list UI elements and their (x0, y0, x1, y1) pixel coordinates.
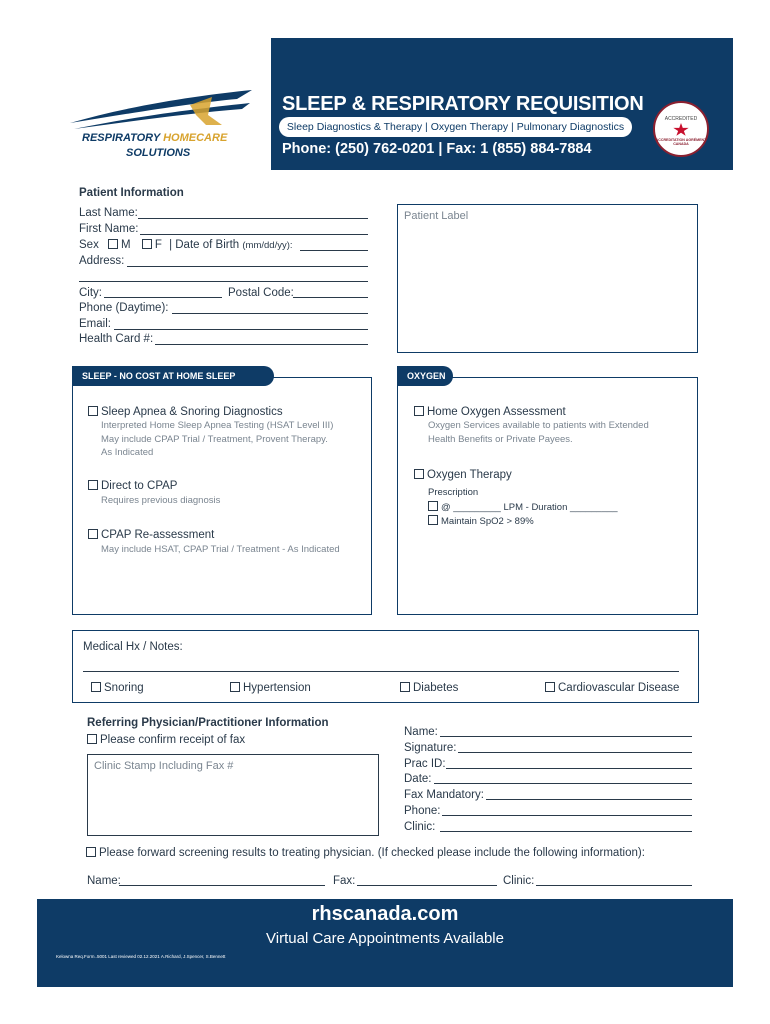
maple-leaf-icon (673, 123, 689, 137)
first-name-field[interactable] (140, 234, 368, 235)
rx-lpm-checkbox[interactable] (428, 501, 438, 511)
phys-clinic-field[interactable] (440, 831, 692, 832)
address-label: Address: (79, 255, 125, 267)
rx-lpm-option[interactable]: @ _________ LPM - Duration _________ (428, 501, 618, 513)
sex-female-checkbox[interactable] (142, 239, 152, 249)
snoring-checkbox[interactable] (91, 682, 101, 692)
patient-label-box[interactable] (397, 204, 698, 353)
snoring-option[interactable]: Snoring (91, 682, 144, 694)
health-card-field[interactable] (155, 344, 368, 345)
phys-signature-label: Signature: (404, 742, 457, 754)
badge-top-text: ACCREDITED (664, 116, 698, 122)
direct-cpap-checkbox[interactable] (88, 480, 98, 490)
forward-clinic-label: Clinic: (503, 875, 535, 887)
medical-notes-field[interactable] (83, 671, 679, 672)
city-label: City: (79, 287, 102, 299)
fax-mandatory-field[interactable] (486, 799, 692, 800)
logo-line2: SOLUTIONS (126, 147, 191, 159)
sleep-apnea-desc1: Interpreted Home Sleep Apnea Testing (HSAT Level III) (101, 420, 334, 431)
oxygen-section-tab: OXYGEN (397, 366, 453, 386)
physician-title: Referring Physician/Practitioner Information (87, 717, 329, 729)
dob-label: | Date of Birth (169, 239, 240, 251)
phys-signature-field[interactable] (458, 752, 692, 753)
hypertension-option[interactable]: Hypertension (230, 682, 311, 694)
fax-mandatory-label: Fax Mandatory: (404, 789, 484, 801)
patient-label-placeholder: Patient Label (404, 210, 469, 222)
website-link[interactable]: rhscanada.com (311, 903, 459, 925)
prescription-label: Prescription (428, 487, 479, 498)
phys-date-field[interactable] (434, 783, 692, 784)
forward-name-label: Name: (87, 875, 121, 887)
clinic-stamp-box[interactable] (87, 754, 379, 836)
phone-field[interactable] (172, 313, 368, 314)
sex-male-checkbox[interactable] (108, 239, 118, 249)
address-field[interactable] (127, 266, 368, 267)
clinic-stamp-placeholder: Clinic Stamp Including Fax # (94, 760, 234, 772)
home-oxygen-desc2: Health Benefits or Private Payees. (428, 434, 573, 445)
oxygen-therapy-option[interactable]: Oxygen Therapy (414, 469, 512, 481)
confirm-fax-option[interactable]: Please confirm receipt of fax (87, 734, 245, 746)
forward-clinic-field[interactable] (536, 885, 692, 886)
city-field[interactable] (104, 297, 222, 298)
phys-phone-field[interactable] (442, 815, 692, 816)
sex-label: Sex (79, 239, 99, 251)
phys-date-label: Date: (404, 773, 432, 785)
home-oxygen-desc1: Oxygen Services available to patients with Extended (428, 420, 649, 431)
first-name-label: First Name: (79, 223, 139, 235)
female-label: F (154, 239, 162, 251)
home-oxygen-option[interactable]: Home Oxygen Assessment (414, 406, 566, 418)
logo-line1: RESPIRATORY HOMECARE (82, 132, 228, 144)
cardio-option[interactable]: Cardiovascular Disease (545, 682, 679, 694)
forward-name-field[interactable] (119, 885, 325, 886)
forward-fax-label: Fax: (333, 875, 356, 887)
dob-format: (mm/dd/yy): (242, 240, 293, 251)
sleep-apnea-desc3: As Indicated (101, 447, 154, 458)
forward-fax-field[interactable] (357, 885, 497, 886)
sleep-section-tab: SLEEP - NO COST AT HOME SLEEP TESTING (72, 366, 274, 386)
phone-label: Phone (Daytime): (79, 302, 169, 314)
forward-results-checkbox[interactable] (86, 847, 96, 857)
diabetes-option[interactable]: Diabetes (400, 682, 458, 694)
cpap-reassess-option[interactable]: CPAP Re-assessment (88, 529, 214, 541)
accreditation-badge (653, 101, 709, 157)
cpap-reassess-checkbox[interactable] (88, 529, 98, 539)
last-name-label: Last Name: (79, 207, 138, 219)
sex-dob-row (79, 239, 293, 251)
contact-phone-fax: Phone: (250) 762-0201 | Fax: 1 (855) 884-7884 (282, 141, 592, 157)
forward-results-option[interactable]: Please forward screening results to treating physician. (If checked please include the following information): (86, 847, 645, 859)
cpap-reassess-desc: May include HSAT, CPAP Trial / Treatment - As Indicated (101, 544, 340, 555)
diabetes-checkbox[interactable] (400, 682, 410, 692)
prac-id-label: Prac ID: (404, 758, 446, 770)
form-title: SLEEP & RESPIRATORY REQUISITION (282, 93, 644, 115)
form-subtitle: Sleep Diagnostics & Therapy | Oxygen Therapy | Pulmonary Diagnostics (279, 117, 632, 137)
patient-info-title: Patient Information (79, 187, 184, 199)
postal-code-label: Postal Code: (228, 287, 294, 299)
footer-banner (37, 899, 733, 987)
email-label: Email: (79, 318, 111, 330)
sleep-apnea-checkbox[interactable] (88, 406, 98, 416)
hypertension-checkbox[interactable] (230, 682, 240, 692)
prac-id-field[interactable] (446, 768, 692, 769)
sleep-apnea-desc2: May include CPAP Trial / Treatment, Provent Therapy. (101, 434, 328, 445)
sleep-apnea-option[interactable]: Sleep Apnea & Snoring Diagnostics (88, 406, 283, 418)
home-oxygen-checkbox[interactable] (414, 406, 424, 416)
rx-spo2-checkbox[interactable] (428, 515, 438, 525)
rx-spo2-option[interactable]: Maintain SpO2 > 89% (428, 515, 534, 527)
medical-hx-title: Medical Hx / Notes: (83, 641, 183, 653)
phys-name-label: Name: (404, 726, 438, 738)
direct-cpap-option[interactable]: Direct to CPAP (88, 480, 177, 492)
badge-bottom-text: ACCREDITATION AGRÉMENT CANADA (655, 138, 707, 146)
form-revision-text: Kelowna Req.Form..5001 Last reviewed 02.12.2021 A.Richard, J.Spencer, S.Bennett (56, 954, 226, 959)
company-logo (62, 85, 262, 165)
postal-code-field[interactable] (293, 297, 368, 298)
male-label: M (121, 239, 131, 251)
confirm-fax-checkbox[interactable] (87, 734, 97, 744)
address-field-line2[interactable] (79, 281, 368, 282)
last-name-field[interactable] (138, 218, 368, 219)
email-field[interactable] (114, 329, 368, 330)
phys-clinic-label: Clinic: (404, 821, 436, 833)
phys-phone-label: Phone: (404, 805, 441, 817)
direct-cpap-desc: Requires previous diagnosis (101, 495, 221, 506)
dob-field[interactable] (300, 250, 368, 251)
cardio-checkbox[interactable] (545, 682, 555, 692)
phys-name-field[interactable] (440, 736, 692, 737)
virtual-care-text: Virtual Care Appointments Available (266, 930, 504, 947)
oxygen-therapy-checkbox[interactable] (414, 469, 424, 479)
logo-swoosh-icon (62, 85, 262, 133)
health-card-label: Health Card #: (79, 333, 154, 345)
